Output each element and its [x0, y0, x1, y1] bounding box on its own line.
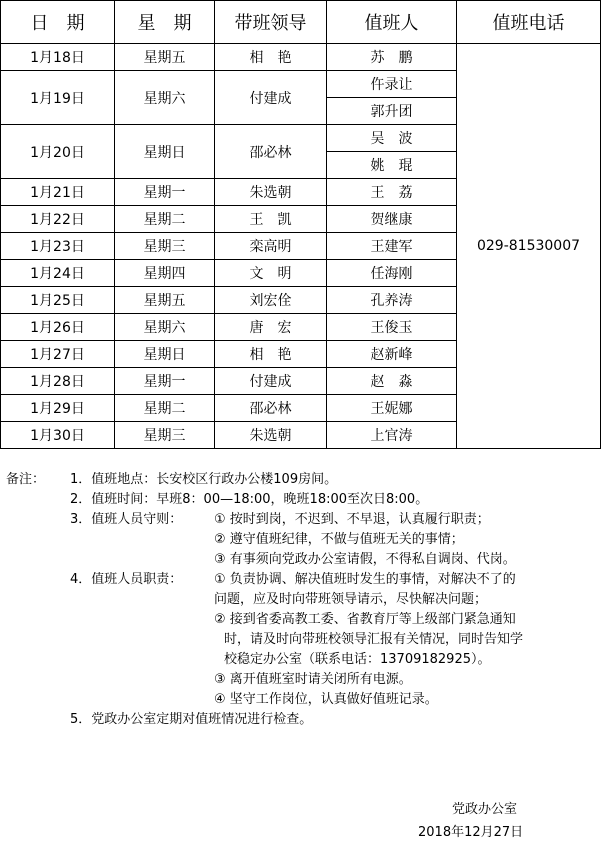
- cell-staff: 姚 琨: [327, 152, 457, 179]
- notes-label: 备注：: [6, 472, 46, 487]
- cell-leader: 文 明: [215, 260, 327, 287]
- cell-leader: 朱选朝: [215, 422, 327, 449]
- cell-weekday: 星期二: [115, 206, 215, 233]
- header-phone: 值班电话: [457, 1, 601, 44]
- note-3-item: ③ 有事须向党政办公室请假，不得私自调岗、代岗。: [214, 552, 516, 567]
- note-4: 4．值班人员职责：: [70, 572, 183, 587]
- cell-date: 1月21日: [1, 179, 115, 206]
- note-4-item: 问题，应及时向带班领导请示，尽快解决问题；: [214, 592, 488, 607]
- note-4-item: 校稳定办公室（联系电话：13709182925）。: [224, 652, 491, 667]
- note-4-item: ② 接到省委高教工委、省教育厅等上级部门紧急通知: [214, 612, 516, 627]
- cell-date: 1月18日: [1, 44, 115, 71]
- cell-weekday: 星期四: [115, 260, 215, 287]
- cell-staff: 仵录让: [327, 71, 457, 98]
- cell-leader: 相 艳: [215, 44, 327, 71]
- cell-staff: 任海刚: [327, 260, 457, 287]
- signature-office: 党政办公室: [452, 802, 518, 817]
- cell-date: 1月19日: [1, 71, 115, 125]
- note-2: 2．值班时间：早班8：00—18:00，晚班18:00至次日8:00。: [70, 492, 429, 507]
- note-3: 3．值班人员守则：: [70, 512, 183, 527]
- cell-date: 1月29日: [1, 395, 115, 422]
- note-1: 1．值班地点：长安校区行政办公楼109房间。: [70, 472, 338, 487]
- cell-staff: 赵新峰: [327, 341, 457, 368]
- signature-date: 2018年12月27日: [418, 825, 524, 840]
- cell-staff: 上官涛: [327, 422, 457, 449]
- cell-weekday: 星期二: [115, 395, 215, 422]
- cell-date: 1月23日: [1, 233, 115, 260]
- note-3-item: ① 按时到岗，不迟到、不早退，认真履行职责；: [214, 512, 490, 527]
- cell-date: 1月22日: [1, 206, 115, 233]
- notes-section: [6, 470, 598, 730]
- note-3-item: ② 遵守值班纪律，不做与值班无关的事情；: [214, 532, 464, 547]
- cell-date: 1月24日: [1, 260, 115, 287]
- cell-weekday: 星期三: [115, 233, 215, 260]
- header-staff: 值班人: [327, 1, 457, 44]
- note-4-item: 时，请及时向带班校领导汇报有关情况，同时告知学: [224, 632, 524, 647]
- cell-phone: 029-81530007: [457, 44, 601, 449]
- cell-leader: 邵必林: [215, 395, 327, 422]
- cell-leader: 付建成: [215, 368, 327, 395]
- cell-leader: 王 凯: [215, 206, 327, 233]
- cell-date: 1月30日: [1, 422, 115, 449]
- cell-staff: 王建军: [327, 233, 457, 260]
- table-row: [1, 44, 601, 71]
- header-leader: 带班领导: [215, 1, 327, 44]
- cell-weekday: 星期三: [115, 422, 215, 449]
- cell-staff: 王 荔: [327, 179, 457, 206]
- cell-weekday: 星期六: [115, 71, 215, 125]
- cell-weekday: 星期五: [115, 44, 215, 71]
- note-4-item: ③ 离开值班室时请关闭所有电源。: [214, 672, 412, 687]
- cell-staff: 孔养涛: [327, 287, 457, 314]
- cell-leader: 付建成: [215, 71, 327, 125]
- cell-date: 1月26日: [1, 314, 115, 341]
- cell-date: 1月25日: [1, 287, 115, 314]
- note-4-item: ① 负责协调、解决值班时发生的事情，对解决不了的: [214, 572, 516, 587]
- cell-weekday: 星期日: [115, 341, 215, 368]
- cell-leader: 邵必林: [215, 125, 327, 179]
- cell-leader: 刘宏佺: [215, 287, 327, 314]
- cell-weekday: 星期六: [115, 314, 215, 341]
- cell-leader: 栾高明: [215, 233, 327, 260]
- note-4-item: ④ 坚守工作岗位，认真做好值班记录。: [214, 692, 438, 707]
- cell-leader: 朱选朝: [215, 179, 327, 206]
- header-weekday: 星 期: [115, 1, 215, 44]
- cell-staff: 苏 鹏: [327, 44, 457, 71]
- cell-weekday: 星期一: [115, 179, 215, 206]
- cell-leader: 唐 宏: [215, 314, 327, 341]
- note-5: 5．党政办公室定期对值班情况进行检查。: [70, 712, 313, 727]
- cell-date: 1月28日: [1, 368, 115, 395]
- cell-weekday: 星期日: [115, 125, 215, 179]
- cell-leader: 相 艳: [215, 341, 327, 368]
- cell-staff: 王俊玉: [327, 314, 457, 341]
- cell-weekday: 星期一: [115, 368, 215, 395]
- cell-staff: 王妮娜: [327, 395, 457, 422]
- table-header-row: [1, 1, 601, 44]
- cell-staff: 赵 淼: [327, 368, 457, 395]
- cell-staff: 郭升团: [327, 98, 457, 125]
- cell-staff: 贺继康: [327, 206, 457, 233]
- cell-staff: 吴 波: [327, 125, 457, 152]
- cell-weekday: 星期五: [115, 287, 215, 314]
- cell-date: 1月20日: [1, 125, 115, 179]
- header-date: 日 期: [1, 1, 115, 44]
- cell-date: 1月27日: [1, 341, 115, 368]
